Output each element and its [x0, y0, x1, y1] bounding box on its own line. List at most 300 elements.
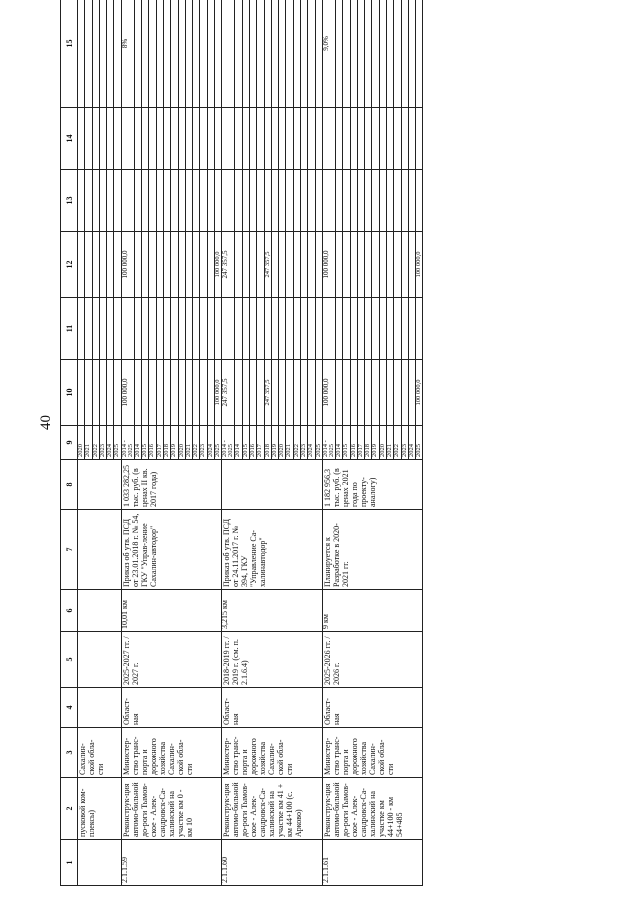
- empty-cell: [207, 108, 214, 170]
- year-cell: 2024: [107, 426, 114, 460]
- empty-cell: [222, 0, 235, 108]
- empty-cell: [142, 360, 149, 426]
- col-header: 1: [61, 840, 78, 886]
- empty-cell: [408, 0, 415, 108]
- year-cell: 2023: [200, 426, 207, 460]
- empty-cell: [279, 108, 286, 170]
- cell-executor: Министер-ство транс-порта и дорожного хозяйства Сахалин-ской обла-сти: [322, 728, 423, 778]
- empty-cell: [178, 0, 185, 108]
- empty-cell: [271, 108, 278, 170]
- empty-cell: [401, 232, 408, 298]
- year-cell: 2022: [293, 426, 300, 460]
- year-cell: 2020: [78, 426, 85, 460]
- total-cell: 100 000,0: [215, 360, 222, 426]
- empty-cell: [249, 232, 256, 298]
- empty-cell: [114, 170, 121, 232]
- empty-cell: [185, 0, 192, 108]
- table-row: [322, 0, 335, 886]
- year-cell: 2023: [99, 426, 106, 460]
- empty-cell: [293, 0, 300, 108]
- cell-period: [78, 632, 122, 688]
- empty-cell: [193, 170, 200, 232]
- empty-cell: [92, 108, 99, 170]
- empty-cell: [335, 360, 342, 426]
- rotated-sheet: [60, 28, 585, 886]
- empty-cell: [235, 232, 242, 298]
- empty-cell: [416, 298, 423, 360]
- empty-cell: [149, 0, 156, 108]
- empty-cell: [235, 170, 242, 232]
- empty-cell: [134, 360, 141, 426]
- empty-cell: [286, 170, 293, 232]
- empty-cell: [134, 232, 141, 298]
- empty-cell: [335, 298, 342, 360]
- col-header: 13: [61, 170, 78, 232]
- empty-cell: [343, 298, 350, 360]
- empty-cell: [114, 108, 121, 170]
- empty-cell: [257, 298, 264, 360]
- year-cell: 2021: [85, 426, 92, 460]
- empty-cell: [200, 360, 207, 426]
- empty-cell: [99, 360, 106, 426]
- empty-cell: [257, 232, 264, 298]
- empty-cell: [200, 0, 207, 108]
- col-header: 12: [61, 232, 78, 298]
- empty-cell: [350, 298, 357, 360]
- empty-cell: [372, 108, 379, 170]
- empty-cell: [308, 298, 315, 360]
- year-cell: 2014: [235, 426, 242, 460]
- empty-cell: [386, 298, 393, 360]
- empty-cell: [178, 360, 185, 426]
- empty-cell: [85, 170, 92, 232]
- empty-cell: [142, 108, 149, 170]
- program-table: [60, 0, 423, 886]
- empty-cell: [365, 170, 372, 232]
- empty-cell: [264, 170, 271, 232]
- empty-cell: [92, 232, 99, 298]
- empty-cell: [365, 232, 372, 298]
- empty-cell: [163, 108, 170, 170]
- year-cell: 2015: [142, 426, 149, 460]
- col-header: 11: [61, 298, 78, 360]
- table-row: [222, 0, 235, 886]
- empty-cell: [114, 298, 121, 360]
- empty-cell: [357, 170, 364, 232]
- empty-cell: [235, 0, 242, 108]
- empty-cell: [394, 232, 401, 298]
- empty-cell: [394, 360, 401, 426]
- c12-cell: 247 357,5: [264, 232, 271, 298]
- empty-cell: [279, 232, 286, 298]
- empty-cell: [185, 108, 192, 170]
- year-cell: 2020: [178, 426, 185, 460]
- year-cell: 2016: [149, 426, 156, 460]
- cell-name: Реконструк-ция автомо-бильной до-роги Тымов-ское - Алек-сандровск-Са-халинский на участке км 44+100 - км 54+485: [322, 778, 423, 840]
- empty-cell: [322, 298, 335, 360]
- year-cell: 2017: [156, 426, 163, 460]
- empty-cell: [335, 0, 342, 108]
- empty-cell: [264, 298, 271, 360]
- empty-cell: [365, 360, 372, 426]
- c12-cell: 100 000,0: [322, 232, 335, 298]
- cell-executor: Министер-ство транс-порта и дорожного хозяйства Сахалин-ской обла-сти: [121, 728, 222, 778]
- empty-cell: [286, 360, 293, 426]
- cell-period: 2018-2019 гг. / 2019 г. (см. п. 2.1.6.4): [222, 632, 323, 688]
- empty-cell: [372, 360, 379, 426]
- empty-cell: [121, 170, 134, 232]
- empty-cell: [142, 170, 149, 232]
- empty-cell: [394, 170, 401, 232]
- empty-cell: [301, 232, 308, 298]
- empty-cell: [271, 232, 278, 298]
- cell-cost: 1 182 956,3 тыс. руб. (в ценах 2021 года по проекту-аналогу): [322, 460, 423, 510]
- empty-cell: [163, 298, 170, 360]
- empty-cell: [301, 170, 308, 232]
- cell-executor: Сахалин-ской обла-сти: [78, 728, 122, 778]
- empty-cell: [215, 108, 222, 170]
- empty-cell: [249, 170, 256, 232]
- empty-cell: [142, 232, 149, 298]
- year-cell: 2014 - 2025: [121, 426, 134, 460]
- year-cell: 2024: [308, 426, 315, 460]
- empty-cell: [286, 232, 293, 298]
- empty-cell: [271, 360, 278, 426]
- col-header: 2: [61, 778, 78, 840]
- empty-cell: [156, 170, 163, 232]
- cell-budget: [78, 688, 122, 728]
- empty-cell: [107, 298, 114, 360]
- c15-cell: 8%: [121, 0, 134, 108]
- year-cell: 2024: [408, 426, 415, 460]
- empty-cell: [163, 360, 170, 426]
- empty-cell: [350, 170, 357, 232]
- empty-cell: [249, 298, 256, 360]
- cell-executor: Министер-ство транс-порта и дорожного хозяйства Сахалин-ской обла-сти: [222, 728, 323, 778]
- empty-cell: [85, 232, 92, 298]
- empty-cell: [343, 0, 350, 108]
- year-cell: 2022: [193, 426, 200, 460]
- empty-cell: [171, 232, 178, 298]
- empty-cell: [408, 298, 415, 360]
- cell-num: 2.1.1.61: [322, 840, 423, 886]
- year-cell: 2014 - 2025: [322, 426, 335, 460]
- empty-cell: [401, 108, 408, 170]
- empty-cell: [350, 0, 357, 108]
- c12-cell: 100 000,0: [121, 232, 134, 298]
- empty-cell: [92, 170, 99, 232]
- empty-cell: [279, 170, 286, 232]
- empty-cell: [171, 0, 178, 108]
- empty-cell: [301, 0, 308, 108]
- year-cell: 2015: [242, 426, 249, 460]
- empty-cell: [279, 0, 286, 108]
- empty-cell: [379, 0, 386, 108]
- empty-cell: [207, 298, 214, 360]
- empty-cell: [171, 170, 178, 232]
- empty-cell: [222, 108, 235, 170]
- year-cell: 2017: [257, 426, 264, 460]
- year-cell: 2023: [401, 426, 408, 460]
- empty-cell: [99, 108, 106, 170]
- empty-cell: [78, 108, 85, 170]
- year-cell: 2020: [279, 426, 286, 460]
- cell-budget: Област-ная: [222, 688, 323, 728]
- cell-capacity: 9 км: [322, 590, 423, 632]
- total-cell: 100 000,0: [322, 360, 335, 426]
- empty-cell: [249, 108, 256, 170]
- cell-document: Приказ об утв. ПСД от 23.01.2018 г. № 54, ГКУ "Управ-ление Сахалин-автодор": [121, 510, 222, 590]
- empty-cell: [357, 108, 364, 170]
- total-cell: 100 000,0: [121, 360, 134, 426]
- empty-cell: [185, 170, 192, 232]
- empty-cell: [222, 298, 235, 360]
- total-cell: 247 357,5: [222, 360, 235, 426]
- empty-cell: [271, 0, 278, 108]
- empty-cell: [99, 0, 106, 108]
- empty-cell: [286, 298, 293, 360]
- cell-name: пусковой ком-плексы): [78, 778, 122, 840]
- c15-cell: 9,0%: [322, 0, 335, 108]
- empty-cell: [386, 170, 393, 232]
- empty-cell: [335, 108, 342, 170]
- cell-num: 2.1.1.60: [222, 840, 323, 886]
- empty-cell: [308, 0, 315, 108]
- year-cell: 2025: [315, 426, 322, 460]
- col-header: 4: [61, 688, 78, 728]
- empty-cell: [249, 360, 256, 426]
- empty-cell: [178, 170, 185, 232]
- year-cell: 2025: [215, 426, 222, 460]
- empty-cell: [207, 0, 214, 108]
- empty-cell: [279, 360, 286, 426]
- empty-cell: [386, 108, 393, 170]
- empty-cell: [193, 298, 200, 360]
- col-header: 10: [61, 360, 78, 426]
- empty-cell: [249, 0, 256, 108]
- empty-cell: [99, 298, 106, 360]
- empty-cell: [372, 170, 379, 232]
- empty-cell: [235, 108, 242, 170]
- empty-cell: [357, 0, 364, 108]
- empty-cell: [365, 0, 372, 108]
- empty-cell: [343, 232, 350, 298]
- empty-cell: [134, 298, 141, 360]
- empty-cell: [271, 298, 278, 360]
- year-cell: 2025: [114, 426, 121, 460]
- empty-cell: [78, 360, 85, 426]
- c12-cell: 247 357,5: [222, 232, 235, 298]
- empty-cell: [257, 108, 264, 170]
- empty-cell: [335, 170, 342, 232]
- empty-cell: [308, 360, 315, 426]
- empty-cell: [134, 0, 141, 108]
- empty-cell: [386, 360, 393, 426]
- empty-cell: [171, 360, 178, 426]
- empty-cell: [99, 232, 106, 298]
- cell-period: 2025-2027 гг. / 2027 г.: [121, 632, 222, 688]
- total-cell: 100 000,0: [416, 360, 423, 426]
- cell-document: [78, 510, 122, 590]
- empty-cell: [279, 298, 286, 360]
- year-cell: 2015: [343, 426, 350, 460]
- empty-cell: [408, 170, 415, 232]
- empty-cell: [178, 108, 185, 170]
- empty-cell: [149, 360, 156, 426]
- empty-cell: [85, 298, 92, 360]
- empty-cell: [394, 0, 401, 108]
- empty-cell: [178, 298, 185, 360]
- empty-cell: [222, 170, 235, 232]
- cell-cost: 1 033 282,25 тыс. руб. (в ценах II кв. 2017 года): [121, 460, 222, 510]
- cell-num: 2.1.1.59: [121, 840, 222, 886]
- empty-cell: [350, 232, 357, 298]
- cell-document: Приказ об утв. ПСД от 24.11.2017 г. № 394, ГКУ "Управление Са-халинавтодор": [222, 510, 323, 590]
- empty-cell: [257, 360, 264, 426]
- empty-cell: [185, 360, 192, 426]
- empty-cell: [156, 0, 163, 108]
- empty-cell: [156, 360, 163, 426]
- cell-cost: [222, 460, 323, 510]
- empty-cell: [156, 298, 163, 360]
- year-cell: 2021: [286, 426, 293, 460]
- empty-cell: [193, 108, 200, 170]
- empty-cell: [78, 0, 85, 108]
- empty-cell: [372, 232, 379, 298]
- empty-cell: [235, 298, 242, 360]
- empty-cell: [171, 298, 178, 360]
- empty-cell: [156, 232, 163, 298]
- table-frame: [60, 28, 585, 886]
- empty-cell: [315, 108, 322, 170]
- empty-cell: [301, 360, 308, 426]
- empty-cell: [301, 298, 308, 360]
- empty-cell: [121, 108, 134, 170]
- empty-cell: [416, 108, 423, 170]
- empty-cell: [99, 170, 106, 232]
- empty-cell: [193, 232, 200, 298]
- empty-cell: [114, 0, 121, 108]
- empty-cell: [242, 360, 249, 426]
- empty-cell: [163, 0, 170, 108]
- year-cell: 2020: [379, 426, 386, 460]
- empty-cell: [185, 232, 192, 298]
- year-cell: 2018: [365, 426, 372, 460]
- col-header: 8: [61, 460, 78, 510]
- empty-cell: [142, 298, 149, 360]
- empty-cell: [350, 360, 357, 426]
- empty-cell: [350, 108, 357, 170]
- empty-cell: [357, 298, 364, 360]
- empty-cell: [107, 170, 114, 232]
- empty-cell: [92, 0, 99, 108]
- empty-cell: [85, 108, 92, 170]
- empty-cell: [308, 232, 315, 298]
- empty-cell: [85, 0, 92, 108]
- empty-cell: [107, 0, 114, 108]
- empty-cell: [365, 108, 372, 170]
- empty-cell: [264, 108, 271, 170]
- year-cell: 2014 - 2025: [222, 426, 235, 460]
- empty-cell: [286, 108, 293, 170]
- year-cell: 2021: [185, 426, 192, 460]
- empty-cell: [149, 232, 156, 298]
- year-cell: 2022: [394, 426, 401, 460]
- col-header: 5: [61, 632, 78, 688]
- year-cell: 2014: [335, 426, 342, 460]
- year-cell: 2018: [163, 426, 170, 460]
- year-cell: 2021: [386, 426, 393, 460]
- year-cell: 2017: [357, 426, 364, 460]
- empty-cell: [416, 170, 423, 232]
- empty-cell: [293, 232, 300, 298]
- empty-cell: [200, 232, 207, 298]
- c15-cell: [416, 0, 423, 108]
- c15-cell: [264, 0, 271, 108]
- empty-cell: [215, 298, 222, 360]
- year-cell: 2019: [171, 426, 178, 460]
- empty-cell: [357, 360, 364, 426]
- empty-cell: [394, 108, 401, 170]
- c12-cell: 100 000,0: [416, 232, 423, 298]
- empty-cell: [257, 170, 264, 232]
- empty-cell: [401, 298, 408, 360]
- empty-cell: [242, 298, 249, 360]
- year-cell: 2018: [264, 426, 271, 460]
- empty-cell: [242, 232, 249, 298]
- empty-cell: [379, 298, 386, 360]
- empty-cell: [200, 170, 207, 232]
- empty-cell: [401, 0, 408, 108]
- empty-cell: [408, 108, 415, 170]
- empty-cell: [343, 108, 350, 170]
- col-header: 6: [61, 590, 78, 632]
- empty-cell: [107, 360, 114, 426]
- empty-cell: [235, 360, 242, 426]
- cell-name: Реконструк-ция автомо-бильной до-роги Тымов-ское - Алек-сандровск-Са-халинский на участке км 0 - км 10: [121, 778, 222, 840]
- empty-cell: [322, 170, 335, 232]
- table-row: [78, 0, 85, 886]
- empty-cell: [379, 360, 386, 426]
- cell-budget: Област-ная: [322, 688, 423, 728]
- cell-num: [78, 840, 122, 886]
- cell-document: Планируется к Разработке в 2020- 2021 гг.: [322, 510, 423, 590]
- cell-cost: [78, 460, 122, 510]
- empty-cell: [293, 360, 300, 426]
- empty-cell: [343, 360, 350, 426]
- cell-capacity: [78, 590, 122, 632]
- year-cell: 2025: [416, 426, 423, 460]
- empty-cell: [107, 108, 114, 170]
- empty-cell: [365, 298, 372, 360]
- cell-capacity: 10,01 км: [121, 590, 222, 632]
- empty-cell: [107, 232, 114, 298]
- empty-cell: [301, 108, 308, 170]
- year-cell: 2019: [271, 426, 278, 460]
- total-cell: 247 357,5: [264, 360, 271, 426]
- empty-cell: [401, 360, 408, 426]
- empty-cell: [92, 360, 99, 426]
- c12-cell: 100 000,0: [215, 232, 222, 298]
- empty-cell: [242, 170, 249, 232]
- empty-cell: [308, 170, 315, 232]
- empty-cell: [92, 298, 99, 360]
- empty-cell: [163, 232, 170, 298]
- empty-cell: [207, 170, 214, 232]
- empty-cell: [171, 108, 178, 170]
- empty-cell: [163, 170, 170, 232]
- empty-cell: [242, 0, 249, 108]
